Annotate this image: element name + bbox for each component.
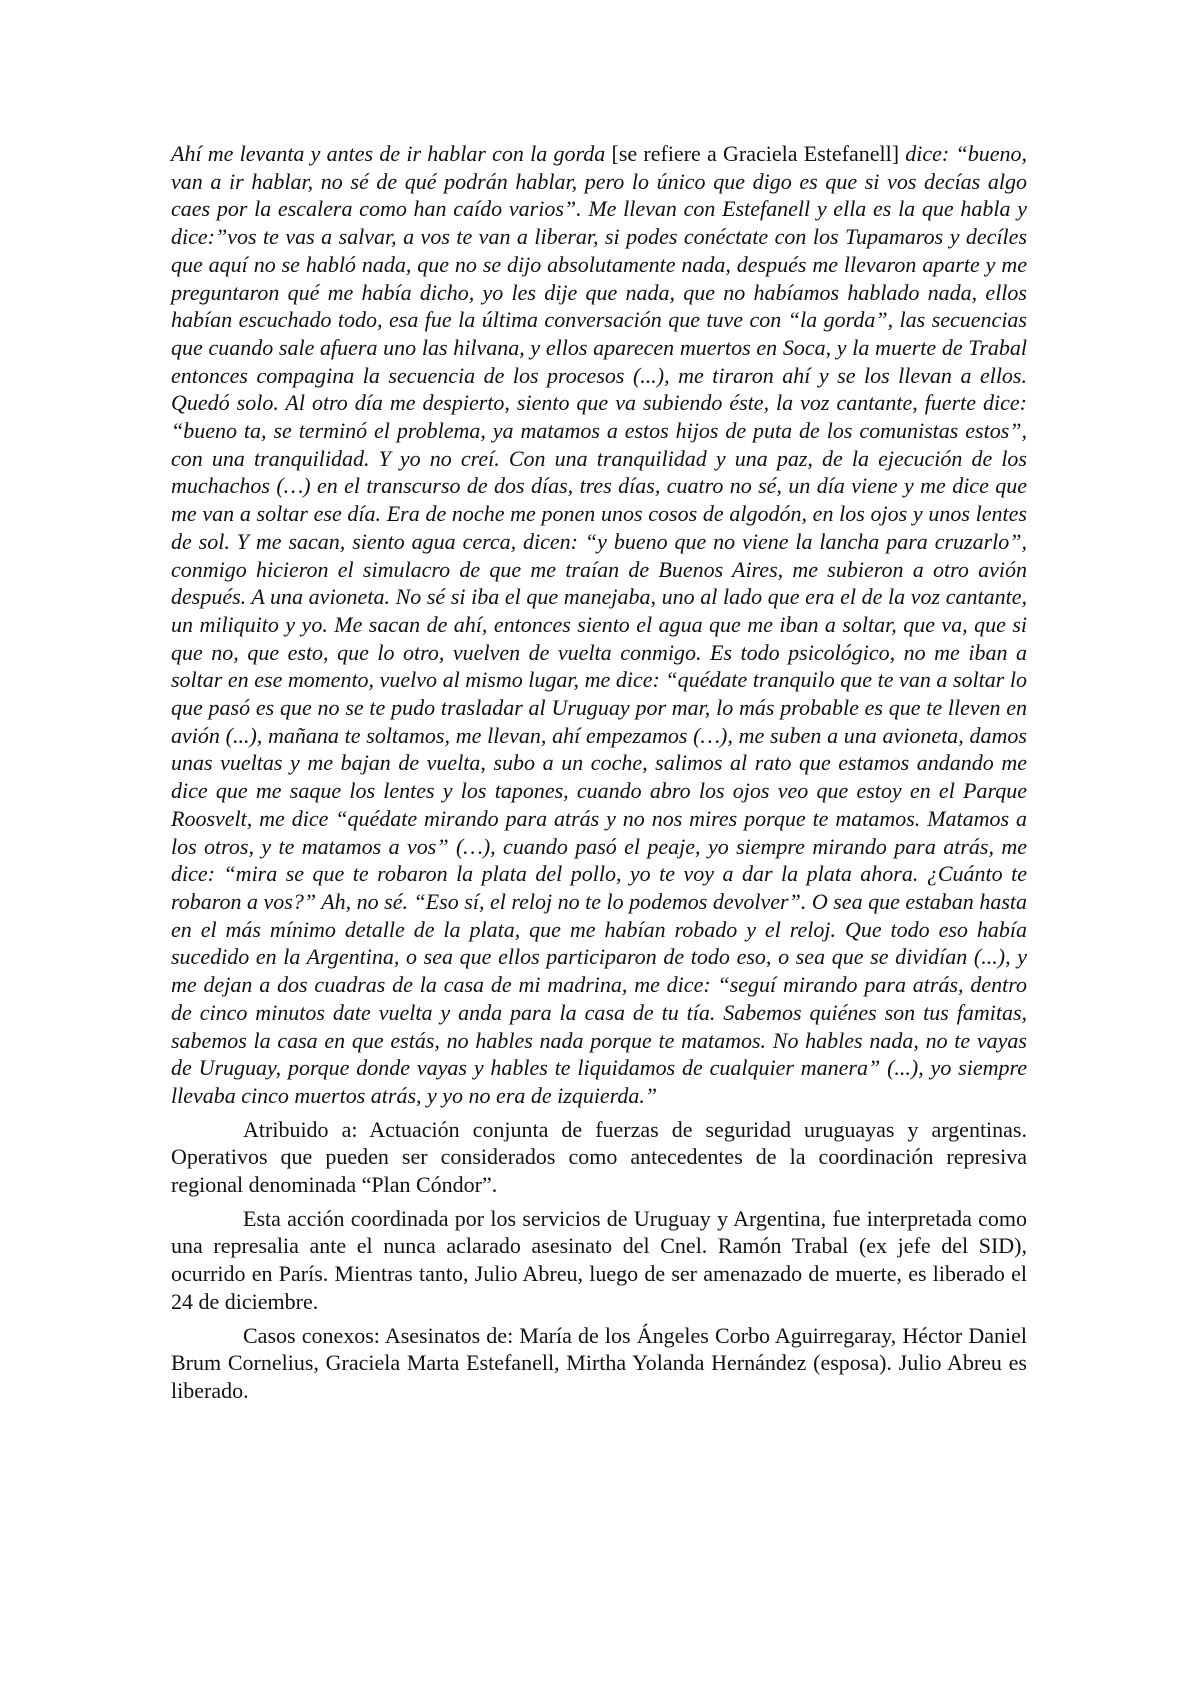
coordinated-action-paragraph: Esta acción coordinada por los servicios de Uruguay y Argentina, fue interpretada como una represalia ante el nunca aclarado asesinato del Cnel. Ramón Trabal (ex jefe del SID), ocurrido en París. Mientras tanto, Julio Abreu, luego de ser amenazado de muerte, es liberado el 24 de diciembre. (171, 1205, 1027, 1314)
bracketed-note: [se refiere a Graciela Estefanell] (611, 141, 900, 166)
attribution-paragraph: Atribuido a: Actuación conjunta de fuerzas de seguridad uruguayas y argentinas. Operativos que pueden ser considerados como antecedentes de la coordinación represiva regional denominada “Plan Cóndor”. (171, 1116, 1027, 1198)
testimony-paragraph (171, 140, 1027, 1110)
document-body (171, 140, 1027, 1409)
testimony-text-part-1: Ahí me levanta y antes de ir hablar con la gorda (171, 141, 612, 166)
testimony-text-part-2: dice: “bueno, van a ir hablar, no sé de qué podrán hablar, pero lo único que digo es que si vos decías algo caes por la escalera como han caído varios”. Me llevan con Estefanell y ella es la que habla y dice:”vos te vas a salvar, a vos te van a liberar, si podes conéctate con los Tupamaros y decíles que aquí no se habló nada, que no se dijo absolutamente nada, después me llevaron aparte y me preguntaron qué me había dicho, yo les dije que nada, que no habíamos hablado nada, ellos habían escuchado todo, esa fue la última conversación que tuve con “la gorda”, las secuencias que cuando sale afuera uno las hilvana, y ellos aparecen muertos en Soca, y la muerte de Trabal entonces compagina la secuencia de los procesos (...), me tiraron ahí y se los llevan a ellos. Quedó solo. Al otro día me despierto, siento que va subiendo éste, la voz cantante, fuerte dice: “bueno ta, se terminó el problema, ya matamos a estos hijos de puta de los comunistas estos”, con una tranquilidad. Y yo no creí. Con una tranquilidad y una paz, de la ejecución de los muchachos (…) en el transcurso de dos días, tres días, cuatro no sé, un día viene y me dice que me van a soltar ese día. Era de noche me ponen unos cosos de algodón, en los ojos y unos lentes de sol. Y me sacan, siento agua cerca, dicen: “y bueno que no viene la lancha para cruzarlo”, conmigo hicieron el simulacro de que me traían de Buenos Aires, me subieron a otro avión después. A una avioneta. No sé si iba el que manejaba, uno al lado que era el de la voz cantante, un miliquito y yo. Me sacan de ahí, entonces siento el agua que me iban a soltar, que va, que si que no, que esto, que lo otro, vuelven de vuelta conmigo. Es todo psicológico, no me iban a soltar en ese momento, vuelvo al mismo lugar, me dice: “quédate tranquilo que te van a soltar lo que pasó es que no se te pudo trasladar al Uruguay por mar, lo más probable es que te lleven en avión (...), mañana te soltamos, me llevan, ahí empezamos (…), me suben a una avioneta, damos unas vueltas y me bajan de vuelta, subo a un coche, salimos al rato que estamos andando me dice que me saque los lentes y los tapones, cuando abro los ojos veo que estoy en el Parque Roosvelt, me dice “quédate mirando para atrás y no nos mires porque te matamos. Matamos a los otros, y te matamos a vos” (…), cuando pasó el peaje, yo siempre mirando para atrás, me dice: “mira se que te robaron la plata del pollo, yo te voy a dar la plata ahora. ¿Cuánto te robaron a vos?” Ah, no sé. “Eso sí, el reloj no te lo podemos devolver”. O sea que estaban hasta en el más mínimo detalle de la plata, que me habían robado y el reloj. Que todo eso había sucedido en la Argentina, o sea que ellos participaron de todo eso, o sea que se dividían (...), y me dejan a dos cuadras de la casa de mi madrina, me dice: “seguí mirando para atrás, dentro de cinco minutos date vuelta y anda para la casa de tu tía. Sabemos quiénes son tus famitas, sabemos la casa en que estás, no hables nada porque te matamos. No hables nada, no te vayas de Uruguay, porque donde vayas y hables te liquidamos de cualquier manera” (...), yo siempre llevaba cinco muertos atrás, y yo no era de izquierda.” (171, 141, 1027, 1108)
related-cases-paragraph: Casos conexos: Asesinatos de: María de los Ángeles Corbo Aguirregaray, Héctor Daniel Brum Cornelius, Graciela Marta Estefanell, Mirtha Yolanda Hernández (esposa). Julio Abreu es liberado. (171, 1322, 1027, 1403)
